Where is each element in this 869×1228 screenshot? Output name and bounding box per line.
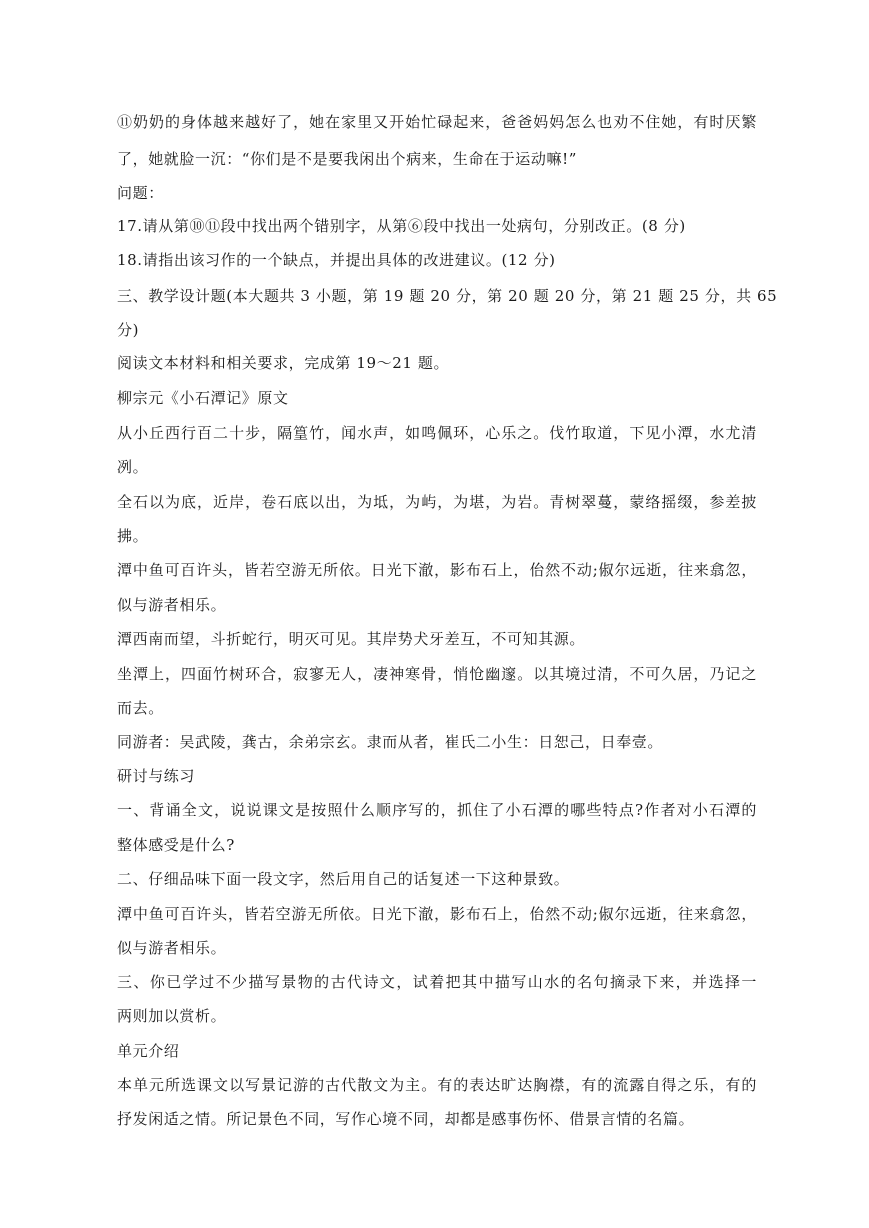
text-line: 潭中鱼可百许头，皆若空游无所依。日光下澈，影布石上，佁然不动;俶尔远逝，往来翕忽， (117, 561, 757, 579)
text-line: 整体感受是什么? (117, 836, 235, 854)
text-line: 似与游者相乐。 (117, 939, 227, 957)
text-line: 柳宗元《小石潭记》原文 (117, 389, 289, 407)
text-line: 冽。 (117, 458, 149, 476)
text-line: 从小丘西行百二十步，隔篁竹，闻水声，如鸣佩环，心乐之。伐竹取道，下见小潭，水尤清 (117, 424, 757, 442)
text-line: 阅读文本材料和相关要求，完成第 19～21 题。 (117, 354, 450, 372)
text-line: 研讨与练习 (117, 767, 196, 785)
text-line: 同游者：吴武陵，龚古，余弟宗玄。隶而从者，崔氏二小生：日恕己，日奉壹。 (117, 733, 664, 751)
text-line: ⑪奶奶的身体越来越好了，她在家里又开始忙碌起来，爸爸妈妈怎么也劝不住她，有时厌繁 (117, 113, 757, 131)
text-line: 18.请指出该习作的一个缺点，并提出具体的改进建议。(12 分) (117, 251, 556, 269)
text-line: 三、你已学过不少描写景物的古代诗文，试着把其中描写山水的名句摘录下来，并选择一 (117, 973, 757, 991)
text-line: 而去。 (117, 699, 164, 717)
text-line: 问题： (117, 184, 164, 202)
text-line: 一、背诵全文，说说课文是按照什么顺序写的，抓住了小石潭的哪些特点?作者对小石潭的 (117, 801, 757, 819)
text-line: 拂。 (117, 527, 149, 545)
text-line: 坐潭上，四面竹树环合，寂寥无人，凄神寒骨，悄怆幽邃。以其境过清，不可久居，乃记之 (117, 665, 757, 683)
text-line: 本单元所选课文以写景记游的古代散文为主。有的表达旷达胸襟，有的流露自得之乐，有的 (117, 1076, 757, 1094)
text-line: 似与游者相乐。 (117, 596, 227, 614)
text-line: 17.请从第⑩⑪段中找出两个错别字，从第⑥段中找出一处病句，分别改正。(8 分) (117, 217, 686, 235)
text-line: 了，她就脸一沉：“你们是不是要我闲出个病来，生命在于运动嘛!” (117, 150, 577, 168)
text-line: 全石以为底，近岸，卷石底以出，为坻，为屿，为堪，为岩。青树翠蔓，蒙络摇缀，参差披 (117, 493, 757, 511)
text-line: 潭西南而望，斗折蛇行，明灭可见。其岸势犬牙差互，不可知其源。 (117, 630, 586, 648)
text-line: 两则加以赏析。 (117, 1007, 227, 1025)
text-line: 分) (117, 321, 140, 339)
text-line: 单元介绍 (117, 1042, 180, 1060)
text-line: 三、教学设计题(本大题共 3 小题，第 19 题 20 分，第 20 题 20 分，第 21 题 25 分，共 65 (117, 287, 778, 305)
text-line: 二、仔细品味下面一段文字，然后用自己的话复述一下这种景致。 (117, 870, 570, 888)
text-line: 抒发闲适之情。所记景色不同，写作心境不同，却都是感事伤怀、借景言情的名篇。 (117, 1110, 695, 1128)
text-line: 潭中鱼可百许头，皆若空游无所依。日光下澈，影布石上，佁然不动;俶尔远逝，往来翕忽， (117, 905, 757, 923)
